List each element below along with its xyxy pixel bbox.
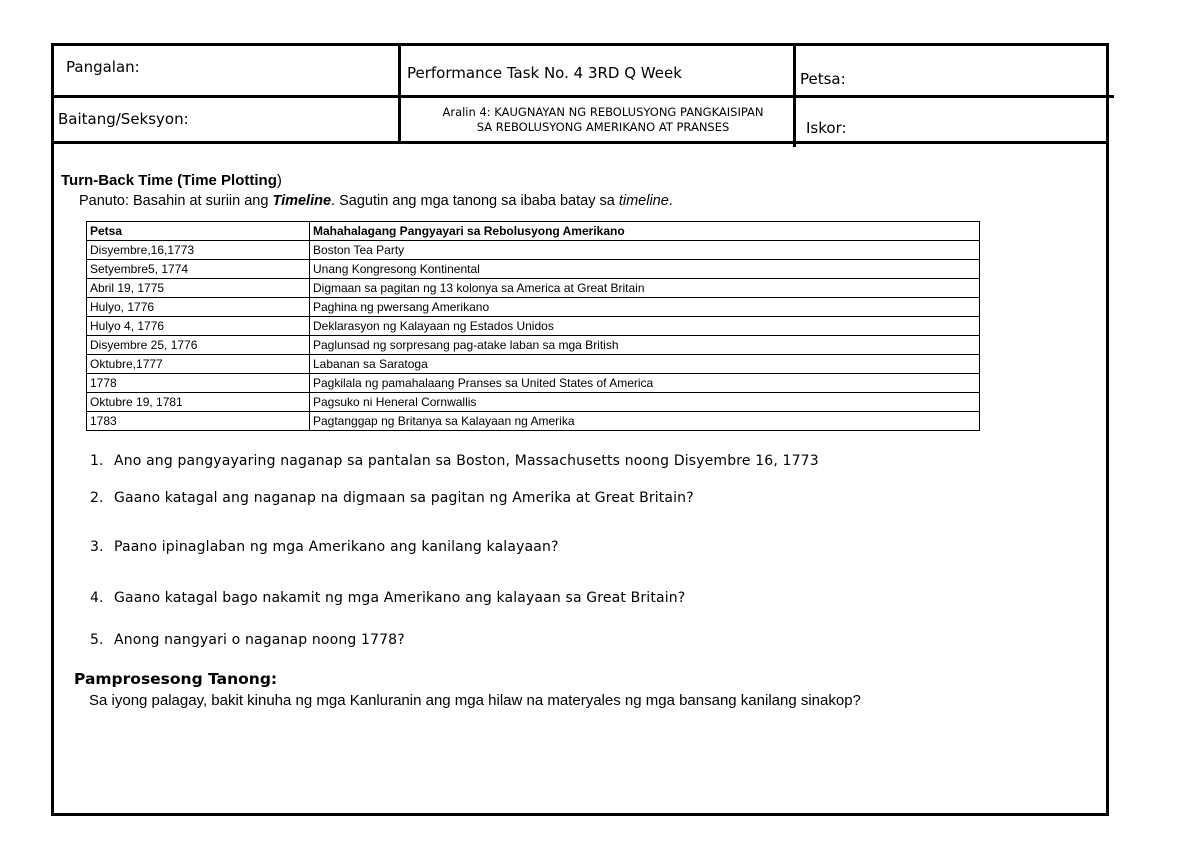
baitang-seksyon-label: Baitang/Seksyon:: [58, 110, 189, 128]
date-cell: Setyembre5, 1774: [87, 260, 310, 279]
panuto-instructions: [79, 193, 673, 209]
event-cell: Paglunsad ng sorpresang pag-atake laban sa mga British: [310, 336, 980, 355]
header-col-divider-1: [398, 43, 401, 141]
question-text: Paano ipinaglaban ng mga Amerikano ang kanilang kalayaan?: [114, 539, 559, 555]
date-cell: Oktubre 19, 1781: [87, 393, 310, 412]
question-number: 2.: [90, 490, 104, 506]
panuto-timeline-bold: Timeline: [272, 193, 332, 209]
event-cell: Pagtanggap ng Britanya sa Kalayaan ng Amerika: [310, 412, 980, 431]
panuto-middle: . Sagutin ang mga tanong sa ibaba batay sa: [331, 193, 619, 209]
task-title: Performance Task No. 4 3RD Q Week: [407, 64, 682, 82]
question-4: [90, 590, 685, 606]
header-pangyayari: Mahahalagang Pangyayari sa Rebolusyong Amerikano: [310, 222, 980, 241]
date-cell: Disyembre,16,1773: [87, 241, 310, 260]
question-5: [90, 632, 405, 648]
date-cell: 1783: [87, 412, 310, 431]
date-cell: 1778: [87, 374, 310, 393]
question-text: Ano ang pangyayaring naganap sa pantalan sa Boston, Massachusetts noong Disyembre 16, 1773: [114, 453, 819, 469]
event-cell: Unang Kongresong Kontinental: [310, 260, 980, 279]
question-text: Gaano katagal ang naganap na digmaan sa pagitan ng Amerika at Great Britain?: [114, 490, 694, 506]
event-cell: Boston Tea Party: [310, 241, 980, 260]
table-row: [87, 374, 980, 393]
table-row: [87, 393, 980, 412]
table-row: [87, 317, 980, 336]
pamprosesong-question: Sa iyong palagay, bakit kinuha ng mga Kanluranin ang mga hilaw na materyales ng mga bansang kanilang sinakop?: [89, 692, 861, 709]
aralin-line-1: Aralin 4: KAUGNAYAN NG REBOLUSYONG PANGKAISIPAN: [442, 105, 764, 119]
event-cell: Deklarasyon ng Kalayaan ng Estados Unidos: [310, 317, 980, 336]
header-bottom-line: [51, 141, 1109, 144]
pamprosesong-title: Pamprosesong Tanong:: [74, 670, 278, 688]
question-number: 3.: [90, 539, 104, 555]
date-cell: Hulyo, 1776: [87, 298, 310, 317]
panuto-end: .: [668, 193, 673, 209]
question-number: 1.: [90, 453, 104, 469]
event-cell: Pagkilala ng pamahalaang Pranses sa United States of America: [310, 374, 980, 393]
date-cell: Disyembre 25, 1776: [87, 336, 310, 355]
activity-title-bold: Turn-Back Time (Time Plotting: [61, 172, 277, 189]
iskor-label: Iskor:: [806, 119, 847, 137]
question-text: Anong nangyari o naganap noong 1778?: [114, 632, 405, 648]
header-petsa: Petsa: [87, 222, 310, 241]
aralin-line-2: SA REBOLUSYONG AMERIKANO AT PRANSES: [476, 120, 730, 134]
question-2: [90, 490, 694, 506]
table-row: [87, 260, 980, 279]
date-cell: Oktubre,1777: [87, 355, 310, 374]
question-number: 4.: [90, 590, 104, 606]
petsa-label: Petsa:: [800, 70, 846, 88]
question-1: [90, 453, 819, 469]
question-3: [90, 539, 559, 555]
table-row: [87, 412, 980, 431]
event-cell: Paghina ng pwersang Amerikano: [310, 298, 980, 317]
table-row: [87, 279, 980, 298]
table-row: [87, 336, 980, 355]
panuto-timeline-italic: timeline: [618, 193, 669, 209]
question-number: 5.: [90, 632, 104, 648]
aralin-title: [405, 105, 801, 135]
table-row: [87, 241, 980, 260]
event-cell: Digmaan sa pagitan ng 13 kolonya sa America at Great Britain: [310, 279, 980, 298]
question-text: Gaano katagal bago nakamit ng mga Amerikano ang kalayaan sa Great Britain?: [114, 590, 686, 606]
pangalan-label: Pangalan:: [66, 58, 140, 76]
event-cell: Labanan sa Saratoga: [310, 355, 980, 374]
timeline-table: [86, 221, 980, 431]
date-cell: Hulyo 4, 1776: [87, 317, 310, 336]
panuto-prefix: Panuto: Basahin at suriin ang: [79, 193, 273, 209]
date-cell: Abril 19, 1775: [87, 279, 310, 298]
table-row: [87, 298, 980, 317]
table-row: [87, 355, 980, 374]
header-row-divider: [51, 95, 1114, 98]
activity-title-end: ): [276, 172, 282, 189]
table-header-row: [87, 222, 980, 241]
event-cell: Pagsuko ni Heneral Cornwallis: [310, 393, 980, 412]
activity-title: [61, 172, 282, 189]
